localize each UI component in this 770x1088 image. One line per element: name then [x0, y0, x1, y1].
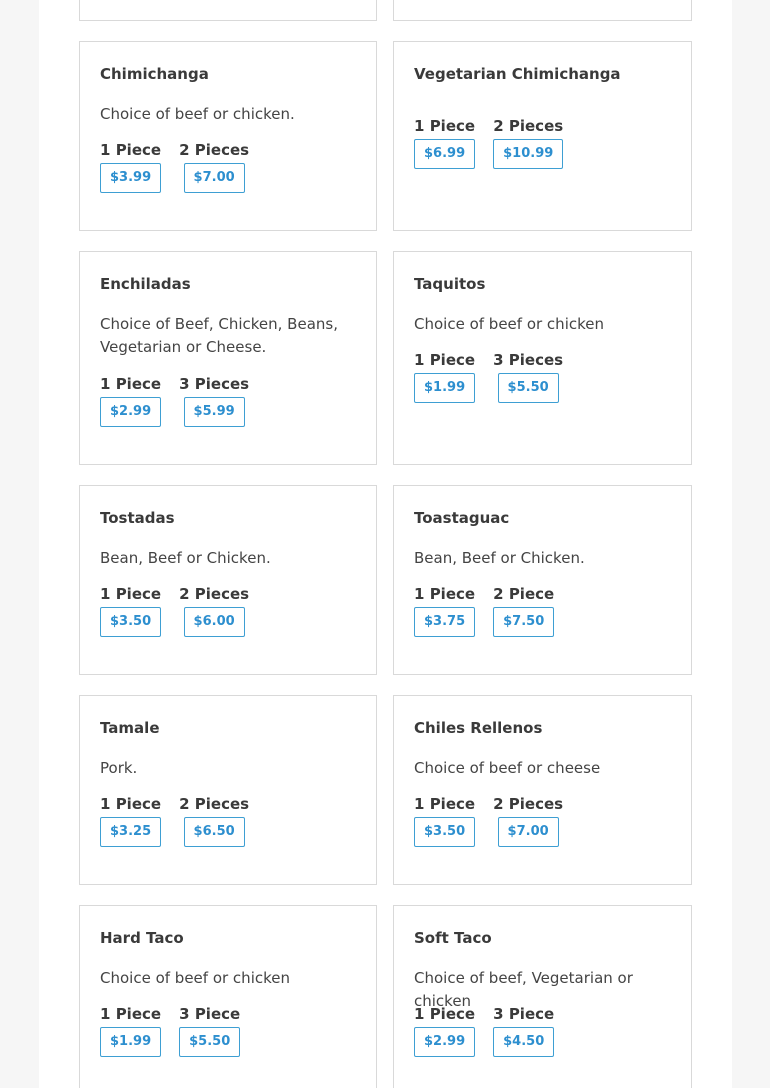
price-option — [493, 1005, 554, 1057]
price-button[interactable]: $5.50 — [179, 1027, 240, 1057]
price-option — [493, 585, 554, 637]
item-description: Choice of beef or chicken — [100, 969, 290, 987]
price-option — [100, 585, 161, 637]
menu-card-taquitos — [393, 251, 692, 465]
menu-page — [39, 0, 732, 1088]
price-option — [179, 1005, 240, 1057]
price-option — [414, 351, 475, 403]
item-title: Toastaguac — [414, 509, 510, 527]
price-options — [100, 141, 267, 193]
item-title: Hard Taco — [100, 929, 184, 947]
item-description: Bean, Beef or Chicken. — [414, 549, 585, 567]
item-description: Choice of beef or cheese — [414, 759, 601, 777]
price-option — [100, 795, 161, 847]
price-options — [100, 1005, 258, 1057]
item-description: Pork. — [100, 759, 138, 777]
option-label: 2 Pieces — [493, 795, 564, 813]
option-label: 3 Piece — [493, 1005, 555, 1023]
price-option — [414, 795, 475, 847]
price-option — [414, 585, 475, 637]
menu-card-chiles-rellenos — [393, 695, 692, 885]
option-label: 2 Pieces — [179, 795, 250, 813]
price-options — [414, 585, 572, 637]
item-description: Choice of Beef, Chicken, Beans, Vegetarian or Cheese. — [100, 315, 338, 356]
option-label: 2 Piece — [493, 585, 555, 603]
price-button[interactable]: $4.50 — [493, 1027, 554, 1057]
option-label: 3 Pieces — [179, 375, 250, 393]
price-button[interactable]: $7.50 — [493, 607, 554, 637]
price-button[interactable]: $3.75 — [414, 607, 475, 637]
price-options — [414, 1005, 572, 1057]
price-options — [100, 795, 267, 847]
item-description: Bean, Beef or Chicken. — [100, 549, 271, 567]
price-options — [414, 351, 581, 403]
menu-card-enchiladas — [79, 251, 377, 465]
price-option — [493, 795, 563, 847]
price-button[interactable]: $7.00 — [498, 817, 559, 847]
price-option — [179, 585, 249, 637]
item-description: Choice of beef or chicken — [414, 315, 604, 333]
item-title: Chimichanga — [100, 65, 209, 83]
item-title: Enchiladas — [100, 275, 191, 293]
option-label: 1 Piece — [414, 117, 476, 135]
option-label: 3 Piece — [179, 1005, 241, 1023]
menu-card-tamale — [79, 695, 377, 885]
price-button[interactable]: $3.50 — [100, 607, 161, 637]
item-title: Tamale — [100, 719, 160, 737]
price-option — [414, 1005, 475, 1057]
option-label: 2 Pieces — [179, 585, 250, 603]
menu-card-toastaguac — [393, 485, 692, 675]
item-description: Choice of beef, Vegetarian or chicken — [414, 969, 633, 1010]
price-option — [100, 1005, 161, 1057]
price-option — [179, 141, 249, 193]
item-title: Vegetarian Chimichanga — [414, 65, 621, 83]
price-button[interactable]: $1.99 — [414, 373, 475, 403]
price-button[interactable]: $2.99 — [100, 397, 161, 427]
option-label: 1 Piece — [100, 795, 162, 813]
price-option — [493, 351, 563, 403]
price-button[interactable]: $6.99 — [414, 139, 475, 169]
price-button[interactable]: $1.99 — [100, 1027, 161, 1057]
price-options — [100, 375, 267, 427]
menu-card-partial — [79, 0, 377, 21]
option-label: 1 Piece — [414, 585, 476, 603]
item-title: Soft Taco — [414, 929, 492, 947]
price-button[interactable]: $6.50 — [184, 817, 245, 847]
item-title: Chiles Rellenos — [414, 719, 543, 737]
price-option — [100, 141, 161, 193]
option-label: 3 Pieces — [493, 351, 564, 369]
price-button[interactable]: $5.50 — [498, 373, 559, 403]
price-option — [414, 117, 475, 169]
option-label: 1 Piece — [100, 141, 162, 159]
menu-card-chimichanga — [79, 41, 377, 231]
price-option — [493, 117, 563, 169]
price-option — [100, 375, 161, 427]
option-label: 1 Piece — [100, 1005, 162, 1023]
option-label: 1 Piece — [100, 375, 162, 393]
price-button[interactable]: $3.50 — [414, 817, 475, 847]
price-button[interactable]: $3.25 — [100, 817, 161, 847]
price-button[interactable]: $6.00 — [184, 607, 245, 637]
item-title: Tostadas — [100, 509, 175, 527]
price-options — [100, 585, 267, 637]
price-option — [179, 795, 249, 847]
menu-card-partial — [393, 0, 692, 21]
price-option — [179, 375, 249, 427]
price-button[interactable]: $3.99 — [100, 163, 161, 193]
price-button[interactable]: $10.99 — [493, 139, 563, 169]
option-label: 1 Piece — [414, 351, 476, 369]
option-label: 1 Piece — [100, 585, 162, 603]
price-options — [414, 795, 581, 847]
price-options — [414, 117, 581, 169]
menu-card-vegetarian-chimichanga — [393, 41, 692, 231]
item-title: Taquitos — [414, 275, 486, 293]
price-button[interactable]: $7.00 — [184, 163, 245, 193]
option-label: 1 Piece — [414, 1005, 476, 1023]
menu-card-hard-taco — [79, 905, 377, 1088]
menu-card-tostadas — [79, 485, 377, 675]
item-description: Choice of beef or chicken. — [100, 105, 295, 123]
option-label: 1 Piece — [414, 795, 476, 813]
option-label: 2 Pieces — [493, 117, 564, 135]
price-button[interactable]: $5.99 — [184, 397, 245, 427]
price-button[interactable]: $2.99 — [414, 1027, 475, 1057]
option-label: 2 Pieces — [179, 141, 250, 159]
menu-card-soft-taco — [393, 905, 692, 1088]
